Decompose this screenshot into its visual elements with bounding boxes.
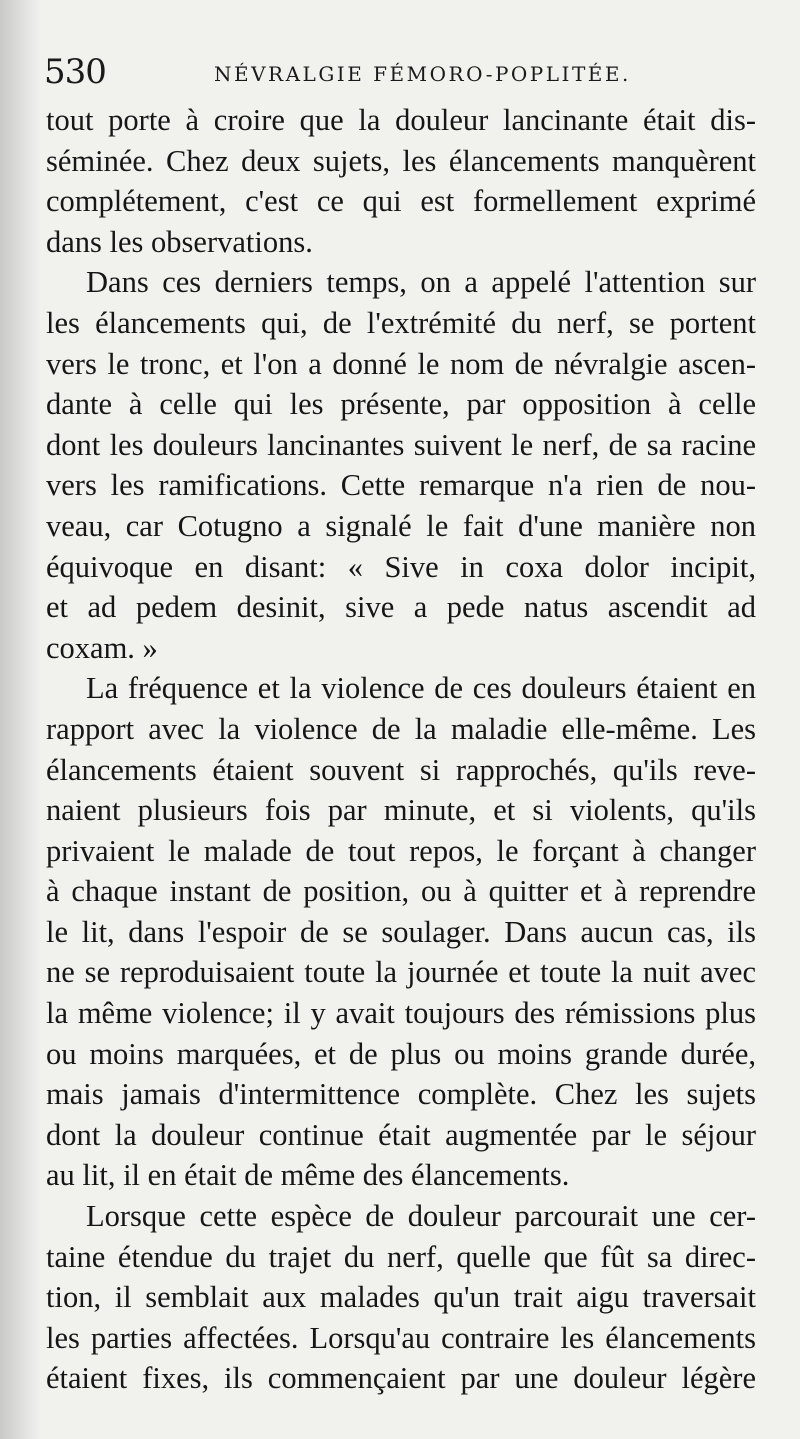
paragraph: [46, 668, 756, 1196]
text-line: veau, car Cotugno a signalé le fait d'une manière non: [46, 508, 756, 543]
paragraph: [46, 1196, 756, 1399]
text-line: vers les ramifications. Cette remarque n'a rien de nou-: [46, 468, 756, 503]
text-line: dont la douleur continue était augmentée par le séjour: [46, 1117, 756, 1152]
text-line: naient plusieurs fois par minute, et si violents, qu'ils: [46, 793, 756, 828]
text-line: les parties affectées. Lorsqu'au contraire les élancements: [46, 1320, 756, 1355]
text-line: Dans ces derniers temps, on a appelé l'attention sur: [86, 265, 756, 300]
page-number: 530: [44, 52, 106, 92]
text-line: complétement, c'est ce qui est formellement exprimé: [46, 184, 756, 219]
paragraph: [46, 262, 756, 668]
text-line: rapport avec la violence de la maladie elle-même. Les: [46, 711, 756, 746]
text-line: vers le tronc, et l'on a donné le nom de névralgie ascen-: [46, 346, 756, 381]
text-line: privaient le malade de tout repos, le forçant à changer: [46, 833, 756, 868]
running-head: NÉVRALGIE FÉMORO-POPLITÉE.: [214, 62, 631, 86]
text-line: étaient fixes, ils commençaient par une douleur légère: [46, 1361, 756, 1396]
text-line: Lorsque cette espèce de douleur parcourait une cer-: [86, 1199, 756, 1234]
text-line: taine étendue du trajet du nerf, quelle que fût sa direc-: [46, 1239, 756, 1274]
page-header: [44, 50, 756, 94]
text-line: dans les observations.: [46, 224, 313, 259]
text-line: tion, il semblait aux malades qu'un trait aigu traversait: [46, 1280, 756, 1315]
paragraph: [46, 100, 756, 262]
text-line: La fréquence et la violence de ces douleurs étaient en: [86, 671, 756, 706]
text-line: coxam. »: [46, 630, 158, 665]
text-line: élancements étaient souvent si rapprochés, qu'ils reve-: [46, 752, 756, 787]
text-line: le lit, dans l'espoir de se soulager. Dans aucun cas, ils: [46, 914, 756, 949]
text-line: dante à celle qui les présente, par opposition à celle: [46, 387, 756, 422]
text-line: mais jamais d'intermittence complète. Chez les sujets: [46, 1077, 756, 1112]
text-line: ne se reproduisaient toute la journée et toute la nuit avec: [46, 955, 756, 990]
text-line: dont les douleurs lancinantes suivent le nerf, de sa racine: [46, 427, 756, 462]
text-line: à chaque instant de position, ou à quitter et à reprendre: [46, 874, 756, 909]
text-line: équivoque en disant: « Sive in coxa dolor incipit,: [46, 549, 756, 584]
text-line: et ad pedem desinit, sive a pede natus ascendit ad: [46, 590, 756, 625]
text-line: ou moins marquées, et de plus ou moins grande durée,: [46, 1036, 756, 1071]
page-gutter-shadow: [0, 0, 40, 1439]
body-text: [46, 100, 756, 1399]
text-line: séminée. Chez deux sujets, les élancements manquèrent: [46, 143, 756, 178]
text-line: les élancements qui, de l'extrémité du nerf, se portent: [46, 305, 756, 340]
text-line: la même violence; il y avait toujours des rémissions plus: [46, 996, 756, 1031]
text-line: tout porte à croire que la douleur lancinante était dis-: [46, 103, 756, 137]
text-line: au lit, il en était de même des élancements.: [46, 1158, 570, 1193]
